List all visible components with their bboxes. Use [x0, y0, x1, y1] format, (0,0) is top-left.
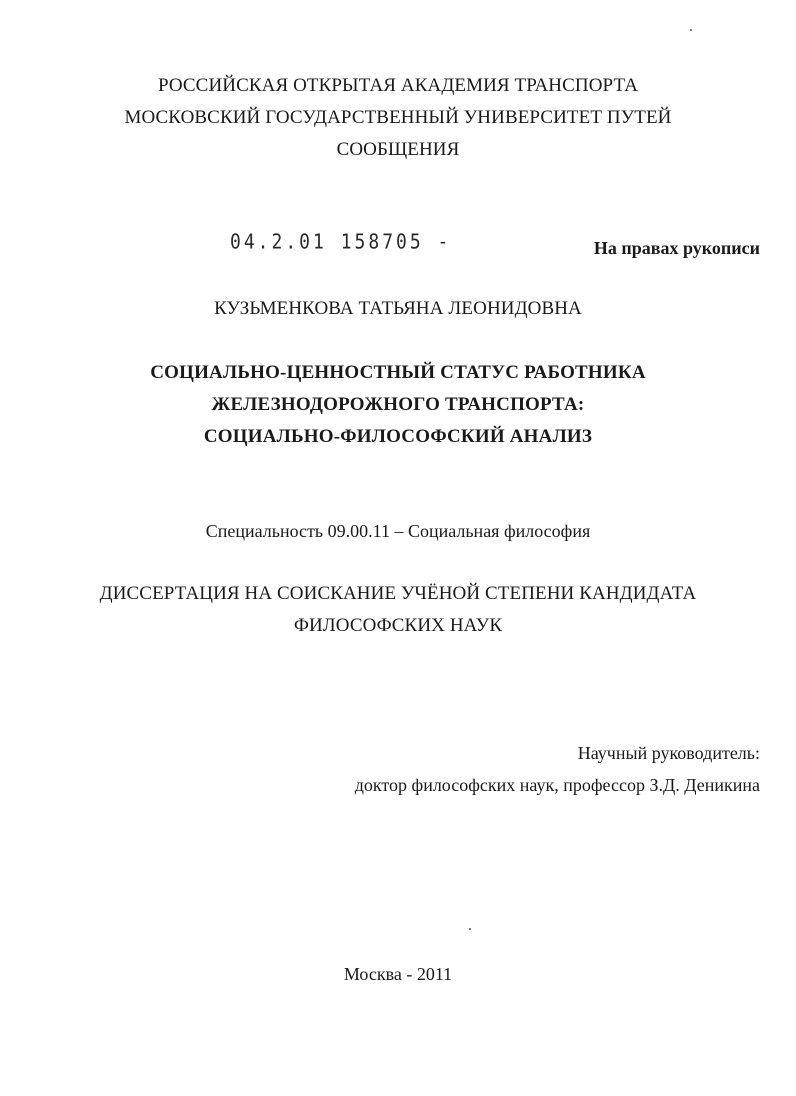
scan-speck	[469, 928, 471, 930]
degree-line-2: ФИЛОСОФСКИХ НАУК	[293, 615, 503, 636]
degree-line-1: ДИССЕРТАЦИЯ НА СОИСКАНИЕ УЧЁНОЙ СТЕПЕНИ КАНДИДАТА	[99, 583, 697, 604]
city-year: Москва - 2011	[343, 964, 453, 984]
supervisor-name: доктор философских наук, профессор З.Д. Деникина	[354, 775, 760, 795]
dissertation-title-line-3: СОЦИАЛЬНО-ФИЛОСОФСКИЙ АНАЛИЗ	[203, 426, 593, 447]
registration-number-stamp: 04.2.01 158705 -	[230, 230, 452, 255]
organization-line-3: СООБЩЕНИЯ	[336, 139, 460, 160]
organization-line-1: РОССИЙСКАЯ ОТКРЫТАЯ АКАДЕМИЯ ТРАНСПОРТА	[157, 75, 639, 96]
author-name: КУЗЬМЕНКОВА ТАТЬЯНА ЛЕОНИДОВНА	[214, 298, 582, 319]
specialty-line: Специальность 09.00.11 – Социальная философия	[205, 521, 591, 541]
scan-speck	[690, 29, 692, 31]
dissertation-title-line-2: ЖЕЛЕЗНОДОРОЖНОГО ТРАНСПОРТА:	[211, 394, 585, 415]
supervisor-label: Научный руководитель:	[577, 743, 760, 763]
manuscript-rights-label: На правах рукописи	[593, 238, 760, 258]
dissertation-title-line-1: СОЦИАЛЬНО-ЦЕННОСТНЫЙ СТАТУС РАБОТНИКА	[150, 362, 646, 383]
organization-line-2: МОСКОВСКИЙ ГОСУДАРСТВЕННЫЙ УНИВЕРСИТЕТ ПУТЕЙ	[124, 107, 672, 128]
